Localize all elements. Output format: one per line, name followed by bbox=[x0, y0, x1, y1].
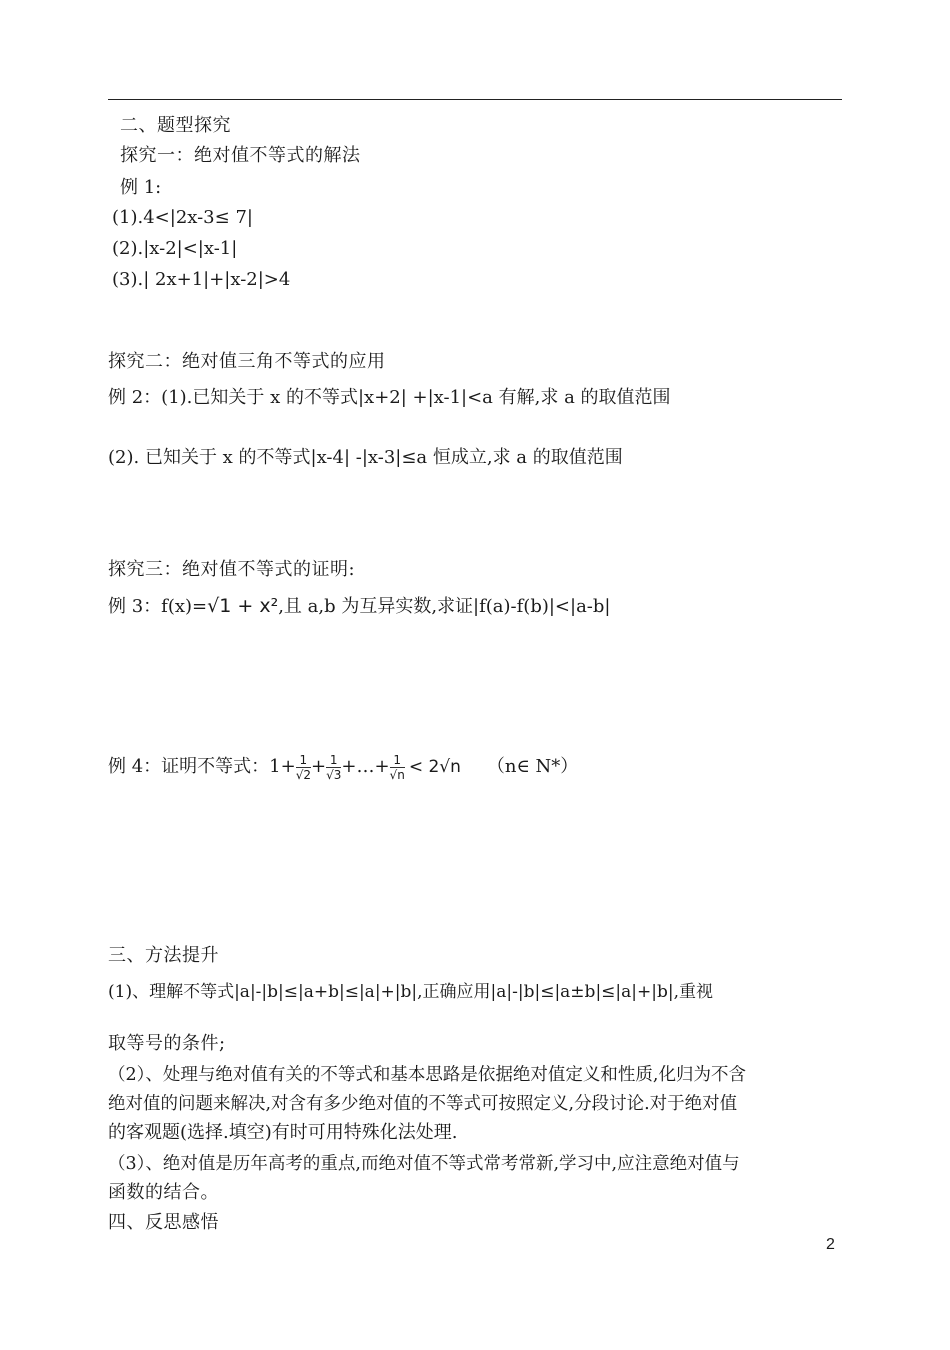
fraction-2-numerator: 1 bbox=[326, 753, 341, 768]
fraction-1-numerator: 1 bbox=[296, 753, 311, 768]
fraction-n-numerator: 1 bbox=[390, 753, 405, 768]
example-4-fraction-1 bbox=[296, 753, 311, 782]
explore-2-title: 探究二：绝对值三角不等式的应用 bbox=[108, 351, 386, 372]
method-3-line-1: （3）、绝对值是历年高考的重点,而绝对值不等式常考常新,学习中,应注意绝对值与 bbox=[108, 1154, 740, 1174]
fraction-2-denominator: √3 bbox=[326, 767, 342, 782]
method-1-line-2: 取等号的条件; bbox=[108, 1033, 226, 1054]
method-2-line-2: 绝对值的问题来解决,对含有多少绝对值的不等式可按照定义,分段讨论.对于绝对值 bbox=[108, 1094, 738, 1114]
example-4-condition: （n∈ N*） bbox=[486, 756, 579, 777]
example-1-item-2: (2).|x-2|<|x-1| bbox=[112, 238, 238, 259]
fraction-1-denominator: √2 bbox=[295, 767, 311, 782]
example-2-part-2: (2). 已知关于 x 的不等式|x-4| -|x-3|≤a 恒成立,求 a 的取值范围 bbox=[108, 447, 623, 468]
example-4 bbox=[108, 745, 578, 793]
example-3 bbox=[108, 594, 610, 619]
example-4-fraction-2 bbox=[326, 753, 341, 782]
example-4-ellipsis: +…+ bbox=[341, 756, 390, 777]
section-3-title: 三、方法提升 bbox=[108, 945, 219, 966]
example-4-fraction-n bbox=[390, 753, 405, 782]
page-number: 2 bbox=[826, 1236, 835, 1253]
explore-1-title: 探究一：绝对值不等式的解法 bbox=[120, 145, 361, 166]
example-3-prefix: 例 3：f(x)= bbox=[108, 596, 208, 617]
method-3-line-2: 函数的结合。 bbox=[108, 1182, 219, 1203]
example-3-sqrt-expression: √1 + x² bbox=[207, 595, 279, 617]
example-3-suffix: ,且 a,b 为互异实数,求证|f(a)-f(b)|<|a-b| bbox=[278, 596, 611, 617]
method-2-line-1: （2）、处理与绝对值有关的不等式和基本思路是依据绝对值定义和性质,化归为不含 bbox=[108, 1065, 746, 1085]
example-4-prefix: 例 4：证明不等式：1+ bbox=[108, 756, 296, 777]
method-1-line-1: (1)、理解不等式|a|-|b|≤|a+b|≤|a|+|b|,正确应用|a|-|b|≤|a±b|≤|a|+|b|,重视 bbox=[108, 982, 713, 1002]
example-1-item-3: (3).| 2x+1|+|x-2|>4 bbox=[112, 269, 291, 290]
example-2-part-1: 例 2：(1).已知关于 x 的不等式|x+2| +|x-1|<a 有解,求 a 的取值范围 bbox=[108, 387, 671, 408]
example-4-plus: + bbox=[311, 756, 327, 777]
example-1-item-1: (1).4<|2x-3≤ 7| bbox=[112, 207, 253, 228]
section-4-title: 四、反思感悟 bbox=[108, 1212, 219, 1233]
method-2-line-3: 的客观题(选择.填空)有时可用特殊化法处理. bbox=[108, 1122, 458, 1143]
fraction-n-denominator: √n bbox=[389, 767, 405, 782]
explore-3-title: 探究三：绝对值不等式的证明: bbox=[108, 559, 356, 580]
header-rule bbox=[108, 99, 842, 100]
example-4-rhs: < 2√n bbox=[408, 757, 461, 777]
example-1-label: 例 1: bbox=[120, 177, 162, 198]
section-2-title: 二、题型探究 bbox=[120, 115, 231, 136]
